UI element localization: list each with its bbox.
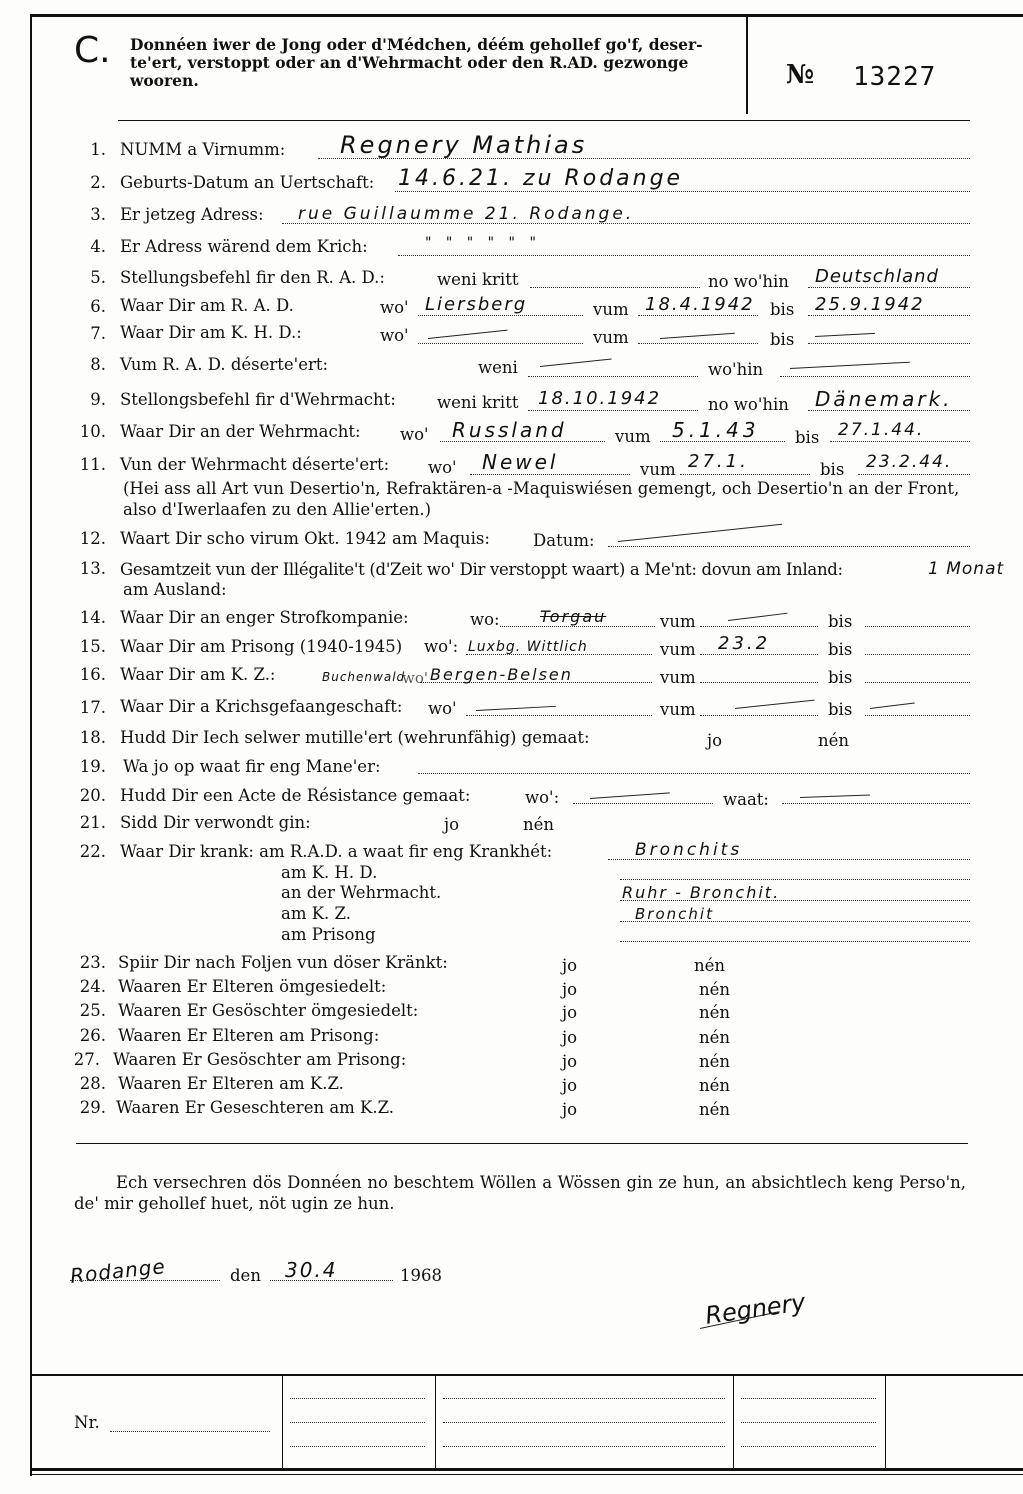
blank-stroke bbox=[618, 524, 782, 542]
vum-label: vum bbox=[660, 640, 696, 659]
nen-option: nén bbox=[699, 1052, 731, 1071]
item-label: Er jetzeg Adress: bbox=[120, 205, 264, 224]
answer-line bbox=[620, 879, 970, 880]
jo-option: jo bbox=[707, 731, 723, 750]
bis-label: bis bbox=[795, 428, 820, 447]
bis-label: bis bbox=[828, 668, 853, 687]
vum-label: vum bbox=[640, 460, 676, 479]
footer-divider bbox=[435, 1375, 436, 1468]
footer-line bbox=[741, 1446, 876, 1447]
answer-line bbox=[573, 803, 713, 804]
answer-line bbox=[398, 255, 970, 256]
wohin-label: no wo'hin bbox=[708, 272, 789, 291]
item-label: Hudd Dir Iech selwer mutille'ert (wehrunfähig) gemaat: bbox=[120, 728, 590, 747]
item-number: 29. bbox=[79, 1098, 106, 1117]
desertion-to-value: 23.2.44. bbox=[866, 452, 953, 472]
vum-label: vum bbox=[593, 328, 629, 347]
item-number: 1. bbox=[90, 140, 106, 159]
desertion-note: (Hei ass all Art vun Desertio'n, Refraktären-a -Maquiswiésen gemengt, och Desertio'n an der Front, also d'Iwerlaafen zu den Allie'erten.) bbox=[123, 479, 960, 519]
item-label: Waaren Er Gesöschter ömgesiedelt: bbox=[118, 1001, 419, 1020]
answer-line bbox=[865, 626, 970, 627]
item-number: 26. bbox=[79, 1026, 106, 1045]
blank-stroke bbox=[790, 362, 910, 369]
jo-option: jo bbox=[562, 1052, 578, 1071]
prison-place-value: Luxbg. Wittlich bbox=[468, 639, 588, 655]
wo-label: wo': bbox=[525, 788, 560, 807]
signing-year: 1968 bbox=[400, 1266, 442, 1285]
jo-option: jo bbox=[444, 815, 460, 834]
item-label: Waaren Er Elteren ömgesiedelt: bbox=[118, 977, 387, 996]
answer-line bbox=[620, 941, 970, 942]
footer-line bbox=[741, 1422, 876, 1423]
jo-option: jo bbox=[562, 980, 578, 999]
wehrmacht-place-value: Russland bbox=[452, 418, 567, 442]
item-number: 7. bbox=[90, 324, 106, 343]
answer-line bbox=[780, 376, 970, 377]
blank-stroke bbox=[870, 703, 915, 709]
item-label: Vum R. A. D. déserte'ert: bbox=[120, 355, 329, 374]
item-number: 14. bbox=[79, 608, 106, 627]
nen-option: nén bbox=[699, 1028, 731, 1047]
item-label: Waar Dir am R. A. D. bbox=[120, 296, 294, 315]
answer-line bbox=[70, 1280, 220, 1281]
answer-line bbox=[418, 343, 583, 344]
rad-to-value: 25.9.1942 bbox=[815, 294, 925, 315]
den-label: den bbox=[230, 1266, 261, 1285]
form-intro: Donnéen iwer de Jong oder d'Médchen, déém gehollef go'f, deser-te'ert, verstoppt oder an d'Wehrmacht oder den R.AD. gezwonge wooren. bbox=[130, 35, 703, 90]
wohin-label: wo'hin bbox=[708, 360, 764, 379]
blank-stroke bbox=[800, 795, 870, 798]
signing-place-value: Rodange bbox=[69, 1254, 167, 1288]
item-label: NUMM a Virnumm: bbox=[120, 140, 286, 159]
jo-option: jo bbox=[562, 1028, 578, 1047]
item-number: 16. bbox=[79, 665, 106, 684]
blank-stroke bbox=[540, 358, 612, 367]
item-number: 6. bbox=[90, 297, 106, 316]
weni-label: weni bbox=[478, 358, 518, 377]
name-value: Regnery Mathias bbox=[340, 131, 588, 159]
answer-line bbox=[865, 682, 970, 683]
jo-option: jo bbox=[562, 1003, 578, 1022]
footer-divider bbox=[282, 1375, 283, 1468]
datum-label: Datum: bbox=[533, 531, 595, 550]
nen-option: nén bbox=[818, 731, 850, 750]
jo-option: jo bbox=[562, 956, 578, 975]
item-label: Gesamtzeit vun der Illégalite't (d'Zeit wo' Dir verstoppt waart) a Me'nt: dovun am Inland: bbox=[120, 560, 843, 579]
answer-line bbox=[808, 343, 970, 344]
wo-label: wo: bbox=[470, 610, 500, 629]
item-number: 22. bbox=[79, 842, 106, 861]
left-border bbox=[30, 14, 32, 1476]
answer-line bbox=[395, 191, 970, 192]
weni-label: weni kritt bbox=[437, 270, 519, 289]
blank-stroke bbox=[590, 792, 670, 799]
item-label: Waaren Er Elteren am Prisong: bbox=[118, 1026, 380, 1045]
signing-date-value: 30.4 bbox=[285, 1258, 338, 1282]
wohin-label: no wo'hin bbox=[708, 395, 789, 414]
vum-label: vum bbox=[660, 700, 696, 719]
item-label: Waar Dir krank: am R.A.D. a waat fir eng Krankhét: bbox=[120, 842, 553, 861]
answer-line bbox=[466, 715, 652, 716]
item-label: Waar Dir an enger Strofkompanie: bbox=[120, 608, 409, 627]
nr-label: Nr. bbox=[74, 1413, 100, 1432]
item-number: 5. bbox=[90, 268, 106, 287]
bis-label: bis bbox=[828, 612, 853, 631]
number-label: № bbox=[786, 60, 815, 90]
footer-line bbox=[290, 1446, 425, 1447]
item-number: 2. bbox=[90, 173, 106, 192]
item-label: Hudd Dir een Acte de Résistance gemaat: bbox=[120, 786, 471, 805]
wehrmacht-to-value: 27.1.44. bbox=[838, 420, 925, 440]
bis-label: bis bbox=[770, 300, 795, 319]
bis-label: bis bbox=[770, 330, 795, 349]
blank-stroke bbox=[660, 333, 735, 339]
illness-sub-kz: am K. Z. bbox=[281, 904, 351, 923]
signature: Regnery bbox=[703, 1288, 808, 1330]
answer-line bbox=[528, 410, 698, 411]
answer-line bbox=[528, 376, 698, 377]
top-border bbox=[30, 14, 1023, 17]
answer-line bbox=[782, 803, 970, 804]
item-number: 12. bbox=[79, 529, 106, 548]
item-number: 11. bbox=[79, 455, 106, 474]
desertion-place-value: Newel bbox=[482, 450, 559, 474]
nen-option: nén bbox=[699, 1100, 731, 1119]
footer-line bbox=[290, 1422, 425, 1423]
answer-line bbox=[858, 474, 970, 475]
kz-place-value-a: Buchenwald bbox=[322, 670, 406, 684]
item-label: Waaren Er Elteren am K.Z. bbox=[118, 1074, 344, 1093]
blank-stroke bbox=[476, 706, 556, 711]
rad-from-value: 18.4.1942 bbox=[645, 294, 755, 315]
strafkompanie-place-value: Torgau bbox=[540, 607, 607, 626]
item-number: 13. bbox=[79, 559, 106, 578]
wo-label: wo' bbox=[428, 458, 457, 477]
nen-option: nén bbox=[699, 1003, 731, 1022]
blank-stroke bbox=[815, 333, 875, 337]
item-number: 4. bbox=[90, 237, 106, 256]
bis-label: bis bbox=[828, 640, 853, 659]
inland-value: 1 Monat bbox=[928, 559, 1005, 579]
item-label: Waar Dir an der Wehrmacht: bbox=[120, 422, 361, 441]
bis-label: bis bbox=[828, 700, 853, 719]
answer-line bbox=[700, 715, 818, 716]
footer-line bbox=[443, 1398, 725, 1399]
wehrmacht-destination-value: Dänemark. bbox=[815, 387, 953, 411]
item-number: 9. bbox=[90, 390, 106, 409]
footer-rule bbox=[30, 1374, 1023, 1376]
wehrmacht-order-date-value: 18.10.1942 bbox=[538, 388, 662, 409]
bottom-border-inner bbox=[30, 1474, 1023, 1475]
jo-option: jo bbox=[562, 1076, 578, 1095]
footer-line bbox=[443, 1446, 725, 1447]
address-value: rue Guillaumme 21. Rodange. bbox=[298, 204, 635, 224]
rad-illness-value: Bronchits bbox=[635, 840, 743, 860]
blank-stroke bbox=[428, 330, 508, 339]
nen-option: nén bbox=[699, 980, 731, 999]
answer-line bbox=[700, 682, 818, 683]
item-number: 15. bbox=[79, 637, 106, 656]
section-rule bbox=[76, 1143, 968, 1144]
rad-place-value: Liersberg bbox=[425, 294, 528, 315]
wo-label: wo' bbox=[400, 425, 429, 444]
answer-line bbox=[680, 474, 810, 475]
nen-option: nén bbox=[694, 956, 726, 975]
footer-line bbox=[443, 1422, 725, 1423]
wo-label: wo' bbox=[402, 669, 428, 687]
item-label: Geburts-Datum an Uertschaft: bbox=[120, 173, 375, 192]
header-divider bbox=[746, 14, 748, 114]
answer-line bbox=[638, 343, 758, 344]
answer-line bbox=[608, 546, 970, 547]
item-label: Stellongsbefehl fir d'Wehrmacht: bbox=[120, 390, 396, 409]
answer-line bbox=[530, 287, 700, 288]
illness-sub-prisong: am Prisong bbox=[281, 925, 376, 944]
answer-line bbox=[830, 441, 970, 442]
wo-label: wo' bbox=[380, 298, 409, 317]
bis-label: bis bbox=[820, 460, 845, 479]
answer-line bbox=[470, 474, 630, 475]
item-number: 28. bbox=[79, 1074, 106, 1093]
nen-option: nén bbox=[523, 815, 555, 834]
bottom-border bbox=[30, 1468, 1023, 1471]
form-number: 13227 bbox=[853, 62, 937, 92]
answer-line bbox=[700, 626, 818, 627]
blank-stroke bbox=[735, 700, 815, 709]
rad-destination-value: Deutschland bbox=[815, 266, 939, 287]
weni-label: weni kritt bbox=[437, 393, 519, 412]
item-number: 20. bbox=[79, 786, 106, 805]
item-number: 18. bbox=[79, 728, 106, 747]
item-number: 27. bbox=[73, 1050, 100, 1069]
waat-label: waat: bbox=[723, 790, 769, 809]
wo-label: wo': bbox=[424, 637, 459, 656]
declaration-text: Ech versechren dös Donnéen no beschtem Wöllen a Wössen gin ze hun, an absichtlech keng Perso'n, de' mir gehollef huet, nöt ugin ze hun. bbox=[74, 1173, 966, 1213]
item-label: Waaren Er Geseschteren am K.Z. bbox=[116, 1098, 395, 1117]
item-number: 8. bbox=[90, 355, 106, 374]
item-label: Waar Dir am Prisong (1940-1945) bbox=[120, 637, 403, 656]
item-number: 24. bbox=[79, 977, 106, 996]
item-label: Waar Dir am K. H. D.: bbox=[120, 323, 302, 342]
item-number: 21. bbox=[79, 813, 106, 832]
item-number: 25. bbox=[79, 1001, 106, 1020]
wo-label: wo' bbox=[428, 699, 457, 718]
item-label: Waar Dir a Krichsgefaangeschaft: bbox=[120, 697, 403, 716]
item-number: 10. bbox=[79, 422, 106, 441]
birth-value: 14.6.21. zu Rodange bbox=[398, 166, 684, 191]
kz-illness-value: Bronchit bbox=[635, 905, 714, 923]
nen-option: nén bbox=[699, 1076, 731, 1095]
header-rule bbox=[118, 120, 970, 121]
item-label: Vun der Wehrmacht déserte'ert: bbox=[120, 455, 390, 474]
answer-line bbox=[418, 773, 970, 774]
kz-place-value-b: Bergen-Belsen bbox=[430, 665, 573, 684]
ausland-label: am Ausland: bbox=[123, 580, 227, 599]
item-label: Waart Dir scho virum Okt. 1942 am Maquis: bbox=[120, 529, 490, 548]
prison-from-value: 23.2 bbox=[718, 633, 771, 654]
footer-divider bbox=[733, 1375, 734, 1468]
footer-line bbox=[290, 1398, 425, 1399]
vum-label: vum bbox=[593, 300, 629, 319]
item-label: Stellungsbefehl fir den R. A. D.: bbox=[120, 268, 385, 287]
item-label: Sidd Dir verwondt gin: bbox=[120, 813, 311, 832]
item-number: 23. bbox=[79, 953, 106, 972]
item-label: Wa jo op waat fir eng Mane'er: bbox=[123, 757, 381, 776]
wehrmacht-from-value: 5.1.43 bbox=[672, 418, 760, 442]
wehrmacht-illness-value: Ruhr - Bronchit. bbox=[622, 883, 781, 902]
illness-sub-wehrmacht: an der Wehrmacht. bbox=[281, 883, 442, 902]
item-label: Spiir Dir nach Foljen vun döser Kränkt: bbox=[118, 953, 448, 972]
item-label: Waaren Er Gesöschter am Prisong: bbox=[113, 1050, 407, 1069]
vum-label: vum bbox=[660, 612, 696, 631]
footer-line bbox=[110, 1431, 270, 1432]
vum-label: vum bbox=[615, 427, 651, 446]
answer-line bbox=[865, 715, 970, 716]
blank-stroke bbox=[728, 613, 788, 621]
item-label: Er Adress wärend dem Krich: bbox=[120, 237, 368, 256]
item-label: Waar Dir am K. Z.: bbox=[120, 665, 276, 684]
jo-option: jo bbox=[562, 1100, 578, 1119]
footer-line bbox=[741, 1398, 876, 1399]
wartime-address-value: " " " " " " bbox=[425, 235, 541, 251]
item-number: 17. bbox=[79, 698, 106, 717]
illness-sub-khd: am K. H. D. bbox=[281, 863, 378, 882]
item-number: 3. bbox=[90, 205, 106, 224]
wo-label: wo' bbox=[380, 326, 409, 345]
section-letter: C. bbox=[74, 30, 111, 71]
vum-label: vum bbox=[660, 668, 696, 687]
answer-line bbox=[865, 654, 970, 655]
item-number: 19. bbox=[79, 757, 106, 776]
desertion-from-value: 27.1. bbox=[688, 451, 749, 472]
footer-divider bbox=[885, 1375, 886, 1468]
